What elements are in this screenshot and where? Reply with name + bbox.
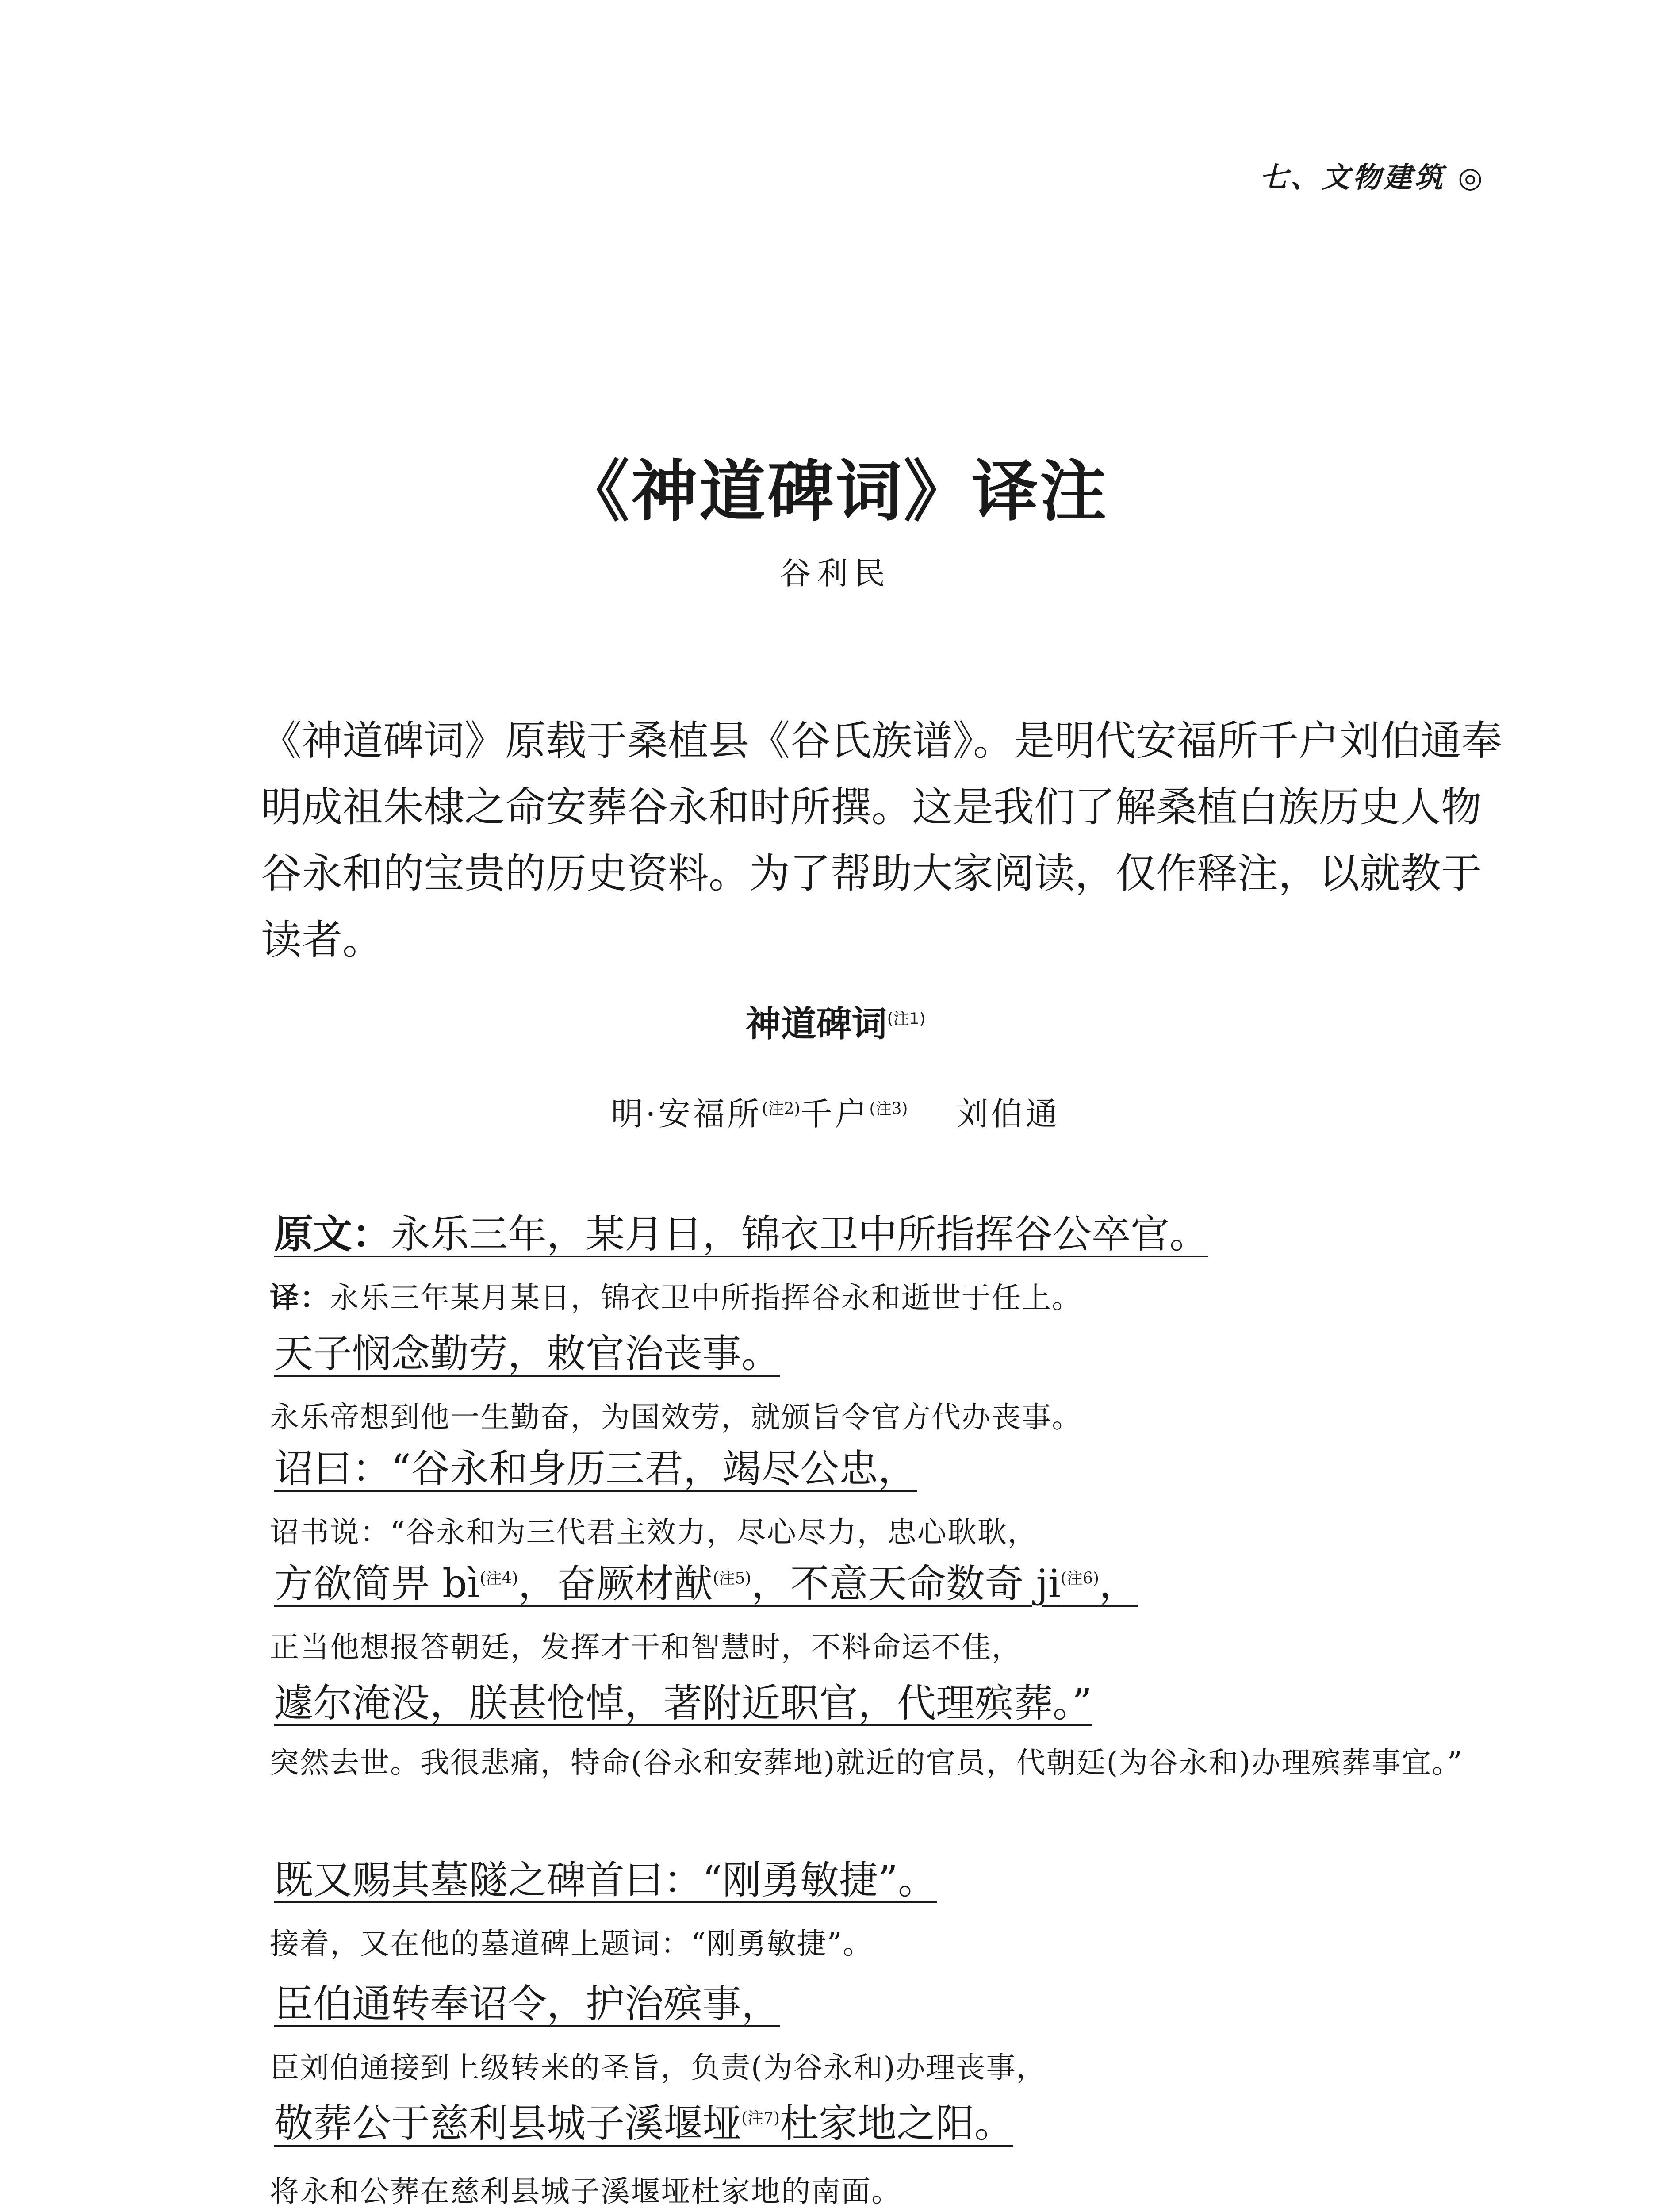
translation-line-8: 将永和公葬在慈利县城子溪堰垭杜家地的南面。 xyxy=(270,2174,901,2208)
original-line-8 xyxy=(274,2093,1013,2148)
note-7: (注7) xyxy=(741,2109,780,2128)
running-header: 七、文物建筑 ◎ xyxy=(1259,161,1485,194)
translation-line-4: 正当他想报答朝廷，发挥才干和智慧时，不料命运不佳， xyxy=(270,1630,1022,1664)
original-text-8b: 杜家地之阳。 xyxy=(780,2101,1014,2146)
byline-dynasty: 明·安福所 xyxy=(611,1095,762,1133)
note-5: (注5) xyxy=(713,1569,751,1588)
original-text-4b: ，奋厥材猷 xyxy=(518,1561,713,1606)
translation-line-7: 臣刘伯通接到上级转来的圣旨，负责(为谷永和)办理丧事， xyxy=(270,2051,1046,2085)
translation-line-1 xyxy=(270,1274,1082,1316)
original-line-1 xyxy=(274,1203,1208,1259)
article-title: 《神道碑词》译注 xyxy=(563,453,1108,530)
original-text-4c: ，不意天命数奇 ji xyxy=(751,1561,1061,1606)
translation-label: 译： xyxy=(270,1280,330,1315)
translation-line-6: 接着，又在他的墓道碑上题词：“刚勇敏捷”。 xyxy=(270,1927,873,1961)
original-line-3: 诏曰：“谷永和身历三君，竭尽公忠， xyxy=(274,1446,917,1491)
poem-title-note: (注1) xyxy=(887,1010,926,1028)
original-text-1: 永乐三年，某月日，锦衣卫中所指挥谷公卒官。 xyxy=(391,1211,1209,1257)
byline-note-1: (注2) xyxy=(762,1100,801,1118)
translation-text-1: 永乐三年某月某日，锦衣卫中所指挥谷永和逝世于任上。 xyxy=(330,1281,1082,1315)
original-line-4 xyxy=(274,1553,1138,1609)
original-label: 原文： xyxy=(274,1211,391,1257)
translation-line-2: 永乐帝想到他一生勤奋，为国效劳，就颁旨令官方代办丧事。 xyxy=(270,1400,1082,1434)
translation-line-3: 诏书说：“谷永和为三代君主效力，尽心尽力，忠心耿耿， xyxy=(270,1515,1038,1549)
intro-text: 《神道碑词》原载于桑植县《谷氏族谱》。是明代安福所千户刘伯通奉明成祖朱棣之命安葬谷永和时所撰。这是我们了解桑植白族历史人物谷永和的宝贵的历史资料。为了帮助大家阅读，仅作释注，以就教于读者。 xyxy=(261,717,1502,964)
note-4: (注4) xyxy=(479,1569,518,1588)
poem-title-text: 神道碑词 xyxy=(745,1003,887,1045)
byline-author: 刘伯通 xyxy=(956,1095,1060,1133)
original-text-8a: 敬葬公于慈利县城子溪堰垭 xyxy=(274,2101,742,2146)
translation-line-5: 突然去世。我很悲痛，特命(谷永和安葬地)就近的官员，代朝廷(为谷永和)办理殡葬事宜。” xyxy=(270,1746,1463,1780)
note-6: (注6) xyxy=(1060,1569,1099,1588)
original-line-5: 遽尔淹没，朕甚怆悼，著附近职官，代理殡葬。” xyxy=(274,1680,1092,1726)
poem-byline xyxy=(0,1088,1671,1134)
original-text-4a: 方欲简畀 bì xyxy=(274,1561,480,1606)
poem-title xyxy=(0,995,1671,1046)
byline-note-2: (注3) xyxy=(869,1100,908,1118)
original-line-6: 既又赐其墓隧之碑首曰：“刚勇敏捷”。 xyxy=(274,1857,937,1903)
byline-rank: 千户 xyxy=(800,1095,870,1133)
original-text-4d: ， xyxy=(1099,1561,1138,1606)
original-line-7: 臣伯通转奉诏令，护治殡事， xyxy=(274,1981,781,2027)
article-author: 谷利民 xyxy=(780,555,891,591)
intro-paragraph xyxy=(261,708,1508,973)
original-line-2: 天子悯念勤劳，敕官治丧事。 xyxy=(274,1331,781,1376)
